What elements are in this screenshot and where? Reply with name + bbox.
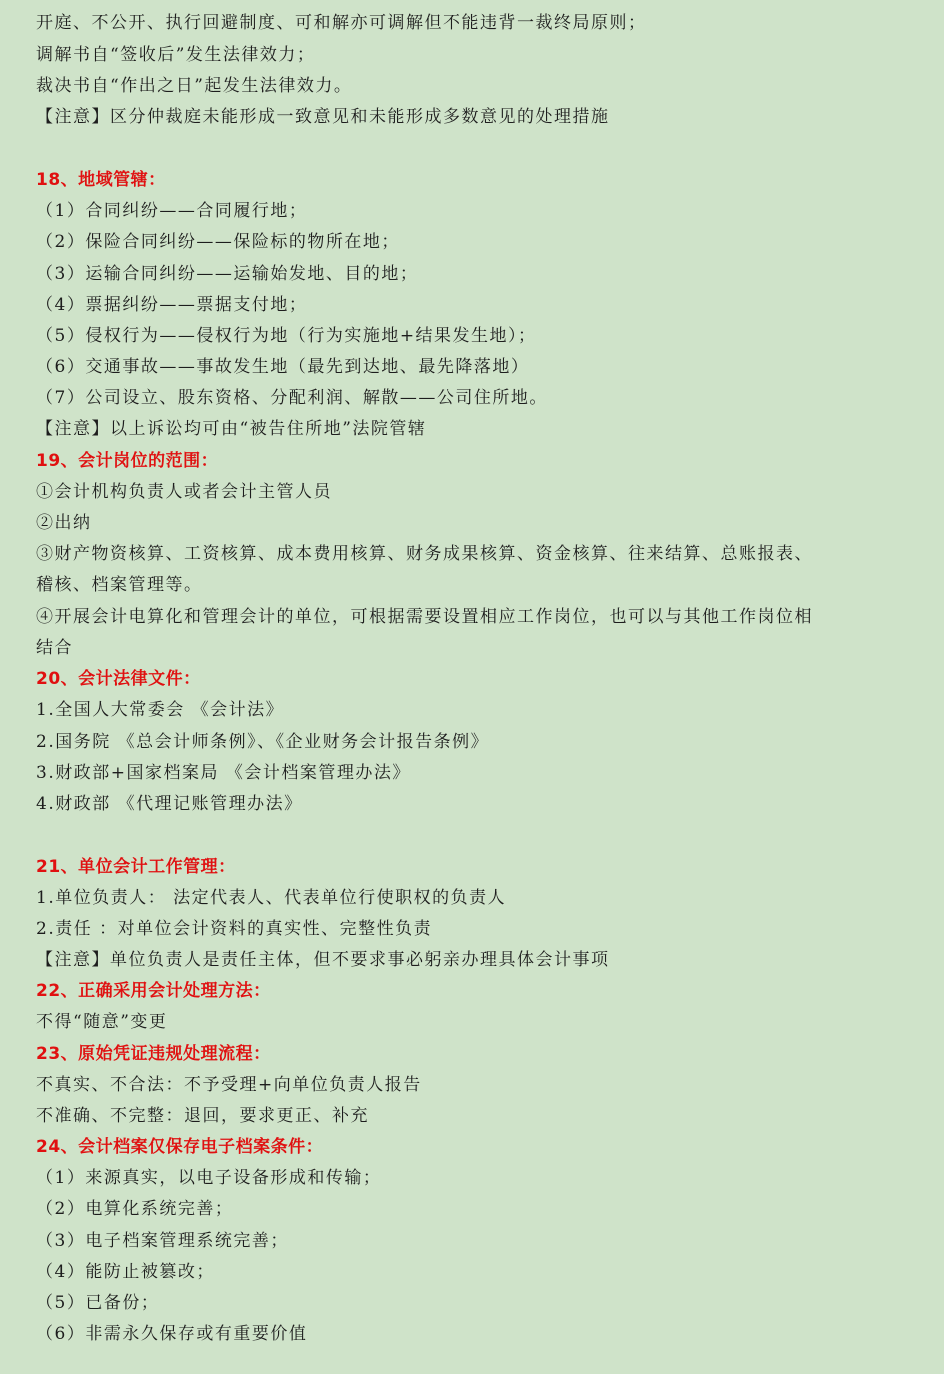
text-line: ①会计机构负责人或者会计主管人员 bbox=[36, 482, 332, 502]
section-heading: 24、会计档案仅保存电子档案条件： bbox=[36, 1137, 324, 1157]
section-heading: 22、正确采用会计处理方法： bbox=[36, 981, 271, 1001]
text-line: 【注意】区分仲裁庭未能形成一致意见和未能形成多数意见的处理措施 bbox=[36, 107, 610, 127]
text-line: （7）公司设立、股东资格、分配利润、解散——公司住所地。 bbox=[36, 388, 548, 408]
section-heading: 20、会计法律文件： bbox=[36, 669, 201, 689]
text-line: 3.财政部+国家档案局 《会计档案管理办法》 bbox=[36, 763, 411, 783]
text-line: 不得“随意”变更 bbox=[36, 1012, 168, 1032]
text-line: 2.责任 ：对单位会计资料的真实性、完整性负责 bbox=[36, 919, 433, 939]
text-line: （5）已备份； bbox=[36, 1293, 160, 1313]
text-line: 调解书自“签收后”发生法律效力； bbox=[36, 45, 316, 65]
text-line: 稽核、档案管理等。 bbox=[36, 575, 203, 595]
text-line: 结合 bbox=[36, 638, 73, 658]
text-line: 【注意】以上诉讼均可由“被告住所地”法院管辖 bbox=[36, 419, 427, 439]
text-line: 不准确、不完整：退回，要求更正、补充 bbox=[36, 1106, 369, 1126]
text-line: （1）来源真实，以电子设备形成和传输； bbox=[36, 1168, 382, 1188]
section-heading: 21、单位会计工作管理： bbox=[36, 857, 236, 877]
section-heading: 23、原始凭证违规处理流程： bbox=[36, 1044, 271, 1064]
text-line: （2）保险合同纠纷——保险标的物所在地； bbox=[36, 232, 400, 252]
text-line: 4.财政部 《代理记账管理办法》 bbox=[36, 794, 303, 814]
text-line: （4）票据纠纷——票据支付地； bbox=[36, 295, 308, 315]
section-heading: 18、地域管辖： bbox=[36, 170, 166, 190]
text-line: （1）合同纠纷——合同履行地； bbox=[36, 201, 308, 221]
text-line: （5）侵权行为——侵权行为地（行为实施地+结果发生地）； bbox=[36, 326, 537, 346]
text-line: 【注意】单位负责人是责任主体，但不要求事必躬亲办理具体会计事项 bbox=[36, 950, 610, 970]
text-line: （2）电算化系统完善； bbox=[36, 1199, 234, 1219]
text-line: 不真实、不合法：不予受理+向单位负责人报告 bbox=[36, 1075, 422, 1095]
text-line: （3）运输合同纠纷——运输始发地、目的地； bbox=[36, 264, 419, 284]
text-line: ②出纳 bbox=[36, 513, 92, 533]
text-line: 1.单位负责人： 法定代表人、代表单位行使职权的负责人 bbox=[36, 888, 507, 908]
text-line: 1.全国人大常委会 《会计法》 bbox=[36, 700, 285, 720]
text-line: ④开展会计电算化和管理会计的单位，可根据需要设置相应工作岗位，也可以与其他工作岗位相 bbox=[36, 607, 813, 627]
text-line: 2.国务院 《总会计师条例》、《企业财务会计报告条例》 bbox=[36, 732, 490, 752]
text-line: ③财产物资核算、工资核算、成本费用核算、财务成果核算、资金核算、往来结算、总账报表、 bbox=[36, 544, 813, 564]
text-line: （6）非需永久保存或有重要价值 bbox=[36, 1324, 308, 1344]
text-line: 裁决书自“作出之日”起发生法律效力。 bbox=[36, 76, 353, 96]
text-line: （3）电子档案管理系统完善； bbox=[36, 1231, 289, 1251]
text-line: 开庭、不公开、执行回避制度、可和解亦可调解但不能违背一裁终局原则； bbox=[36, 13, 647, 33]
section-heading: 19、会计岗位的范围： bbox=[36, 451, 219, 471]
text-line: （4）能防止被篡改； bbox=[36, 1262, 215, 1282]
text-line: （6）交通事故——事故发生地（最先到达地、最先降落地） bbox=[36, 357, 530, 377]
